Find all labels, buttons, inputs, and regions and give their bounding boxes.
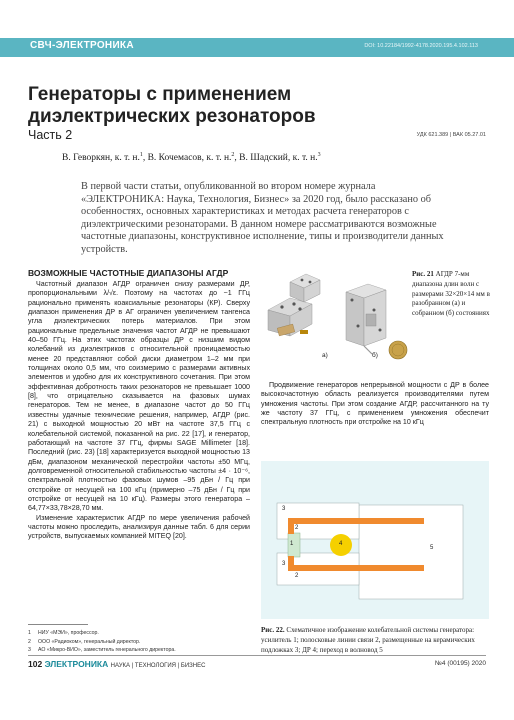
section-label: СВЧ-ЭЛЕКТРОНИКА xyxy=(30,40,134,51)
author-2: В. Кочемасов, к. т. н. xyxy=(147,153,232,164)
diagram-label-2-bottom: 2 xyxy=(295,573,299,579)
footnote-2 xyxy=(28,638,250,647)
intro-abstract: В первой части статьи, опубликованной во втором номере журнала «ЭЛЕКТРОНИКА: Наука, Технология, Бизнес» за 2020 год, было рассказано об особенностях, основных характеристиках и методах расчета генераторов с диэлектрическими резонаторами. В данном номере рассматриваются возможные частотные диапазоны, конструктивное исполнение, типы и производители данных устройств. xyxy=(81,181,444,255)
doi: DOI: 10.22184/1992-4178.2020.195.4.102.113 xyxy=(364,43,478,49)
left-column-body xyxy=(28,280,250,542)
author-1-note: 1 xyxy=(139,152,143,158)
title-line-2: диэлектрических резонаторов xyxy=(28,106,316,127)
footnote-1 xyxy=(28,629,250,638)
page-number: 102 xyxy=(28,659,43,669)
figure-21-caption-text: АГДР 7-мм диапазона длин волн с размерами 32×20×14 мм в разобранном (а) и собранном (б) состояниях xyxy=(412,270,490,318)
diagram-label-2-top: 2 xyxy=(295,525,299,531)
diagram-label-4: 4 xyxy=(339,541,343,547)
author-1: В. Геворкян, к. т. н. xyxy=(62,153,140,164)
udk-code: УДК 621.389 | ВАК 05.27.01 xyxy=(416,132,486,138)
figure-21-photo xyxy=(260,270,410,362)
photo-label-a: а) xyxy=(322,352,328,359)
right-paragraph-1: Продвижение генераторов непрерывной мощности с ДР в более высокочастотную область реализуется производителями путем умножения частоты. При этом создание АГДР, рассчитанного на ту же частоту 37 ГГц, с применением умножения обеспечит спектральную плотность при отстройке на 10 кГц xyxy=(261,381,489,427)
diagram-label-3-top: 3 xyxy=(282,506,286,512)
diagram-label-3-bottom: 3 xyxy=(282,561,286,567)
author-3-note: 3 xyxy=(317,152,321,158)
left-paragraph-1b: . Поэтому на частотах до ~1 ГГц рационально применять коаксиальные резонаторы (КР). Сверху диапазон применения ДР в АГ ограничен увеличением тангенса угла диэлектрических потерь материалов. При этом рациональные предельные значения частот АГДР не превышают 40–50 ГГц. На этих частотах образцы ДР с низшим видом колебаний из диэлектриков с относительной проницаемостью менее 20 представляют собой диски диаметром 1–2 мм при толщинах около 0,5 мм, что соизмеримо с размерами активных элементов и удобно для их конструктивного сочетания. При этом эффективная добротность таких резонаторов не превышает 1000 [8], что отрицательно сказывается на фазовых шумах генераторов. Тем не менее, в диапазоне частот до 50 ГГц известны удачные технические решения, например, АГДР (рис. 21) с выходной мощностью 20 мВт на частоте 37,5 ГГц с колебательной системой, показанной на рис. 22 [17], и генератор, работающий на частоте 37 ГГц, фирмы SAGE Millimeter [18]. Последний (рис. 23) [18] характеризуется выходной мощностью 13 дБм, диапазоном механической перестройки частоты ±50 МГц, долговременной относительной стабильностью частоты ±4 · 10⁻⁶, спектральной плотностью фазовых шумов –95 дБн / Гц при отстройке от несущей на 100 кГц (примерно –75 дБн / Гц при отстройке от несущей на 10 кГц). Размеры этого генератора – 64,77×33,78×28,70 мм. xyxy=(28,289,250,513)
issue-number: №4 (00195) 2020 xyxy=(434,660,486,667)
journal-brand: ЭЛЕКТРОНИКА xyxy=(44,659,109,669)
footer-journal xyxy=(28,659,205,669)
left-paragraph-1 xyxy=(28,280,250,514)
article-title xyxy=(28,84,408,128)
footnote-2-text: ООО «Радиоком», генеральный директор. xyxy=(38,638,141,645)
figure-22-diagram xyxy=(261,461,489,619)
figure-22-caption xyxy=(261,625,489,656)
oscillator-schematic xyxy=(261,461,489,619)
footnote-1-text: НИУ «МЭИ», профессор. xyxy=(38,630,99,636)
oscillator-photo-illustration xyxy=(260,270,410,362)
figure-21-caption-label: Рис. 21 xyxy=(412,270,434,278)
diagram-label-1: 1 xyxy=(290,541,294,547)
title-line-1: Генераторы с применением xyxy=(28,84,292,105)
footnote-divider xyxy=(28,624,88,625)
footer-divider xyxy=(28,655,486,656)
left-paragraph-2: Изменение характеристик АГДР по мере увеличения рабочей частоты можно проследить, анализируя данные табл. 6 для серии устройств, выпускаемых компанией MITEQ [20]. xyxy=(28,513,250,541)
footnote-3-text: АО «Микро-ВИО», заместитель генерального директора. xyxy=(38,647,176,653)
figure-22-caption-text: Схематичное изображение колебательной системы генератора: усилитель 1; полосковые линии связи 2, размещенные на керамических подложках 3; ДР 4; переход в волновод 5 xyxy=(261,626,475,655)
footnote-3-num: 3 xyxy=(28,647,31,653)
footnote-2-num: 2 xyxy=(28,638,31,645)
author-2-note: 2 xyxy=(231,152,235,158)
authors: В. Геворкян, к. т. н.$^1$, В. Кочемасов, к. т. н.$^2$, В. Шадский, к. т. н.$^3$ xyxy=(62,152,321,164)
footnotes xyxy=(28,629,250,655)
journal-subtitle: НАУКА | ТЕХНОЛОГИЯ | БИЗНЕС xyxy=(110,663,206,669)
article-part: Часть 2 xyxy=(28,128,73,142)
author-3: В. Шадский, к. т. н. xyxy=(239,153,318,164)
left-paragraph-1a: Частотный диапазон АГДР ограничен снизу размерами ДР, пропорциональными λ/√ε xyxy=(28,280,250,298)
footnote-3 xyxy=(28,646,250,655)
right-column-body xyxy=(261,381,489,428)
figure-22-caption-label: Рис. 22. xyxy=(261,626,285,634)
photo-label-b: б) xyxy=(372,352,378,359)
diagram-label-5: 5 xyxy=(430,545,434,551)
footnote-1-num: 1 xyxy=(28,630,31,636)
section-title: ВОЗМОЖНЫЕ ЧАСТОТНЫЕ ДИАПАЗОНЫ АГДР xyxy=(28,268,229,278)
figure-21-caption xyxy=(412,270,492,319)
